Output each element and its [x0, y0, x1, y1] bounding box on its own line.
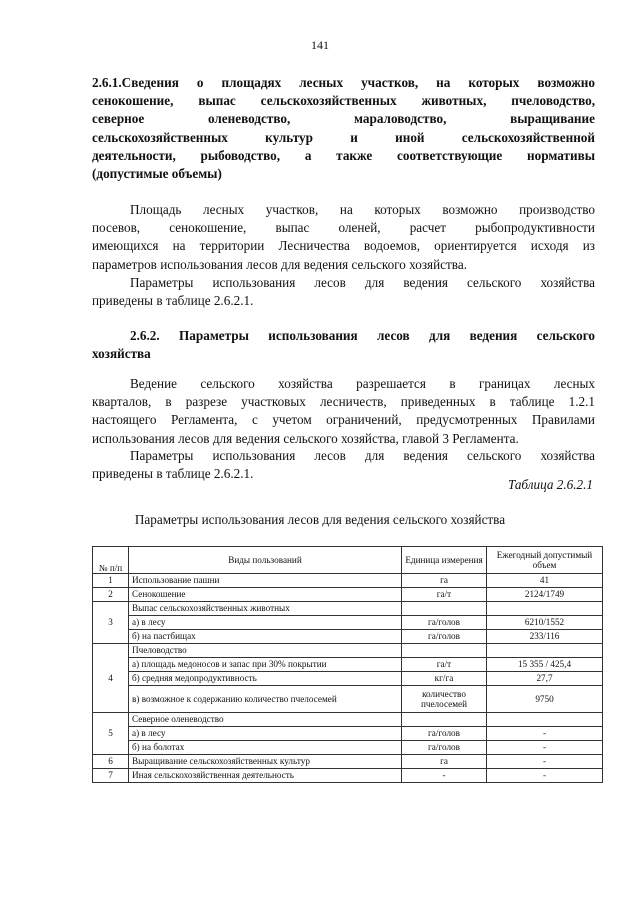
cell-unit: - [402, 769, 487, 783]
paragraph-line: Параметры использования лесов для ведения сельского хозяйства [130, 448, 595, 463]
paragraph-1 [92, 201, 595, 274]
cell-num: 6 [93, 755, 129, 769]
cell-unit-empty [402, 644, 487, 658]
heading-line: 2.6.2. Параметры использования лесов для ведения сельского [130, 328, 595, 343]
cell-volume: - [487, 741, 603, 755]
heading-line: деятельности, рыбоводство, а также соответствующие нормативы [92, 147, 595, 163]
table-row [93, 741, 603, 755]
cell-type: Использование пашни [129, 574, 402, 588]
cell-type: б) средняя медопродуктивность [129, 672, 402, 686]
cell-type-title: Пчеловодство [129, 644, 402, 658]
cell-unit: га/т [402, 588, 487, 602]
cell-type: Иная сельскохозяйственная деятельность [129, 769, 402, 783]
cell-type: Сенокошение [129, 588, 402, 602]
heading-line: сельскохозяйственных культур и иной сельскохозяйственной [92, 129, 595, 145]
table-row [93, 630, 603, 644]
table-row [93, 574, 603, 588]
cell-unit: га [402, 574, 487, 588]
cell-num: 1 [93, 574, 129, 588]
table-row [93, 658, 603, 672]
cell-unit: га/голов [402, 616, 487, 630]
cell-unit: кг/га [402, 672, 487, 686]
section-heading-2-6-1 [92, 74, 595, 183]
paragraph-line: параметров использования лесов для ведения сельского хозяйства. [92, 256, 467, 272]
table-row [93, 602, 603, 616]
cell-type: Выращивание сельскохозяйственных культур [129, 755, 402, 769]
cell-type: а) в лесу [129, 616, 402, 630]
cell-type: б) на пастбищах [129, 630, 402, 644]
cell-num: 2 [93, 588, 129, 602]
paragraph-line: приведены в таблице 2.6.2.1. [92, 466, 254, 482]
cell-type: б) на болотах [129, 741, 402, 755]
header-num: № п/п [93, 547, 129, 574]
header-volume: Ежегодный допустимый объем [487, 547, 603, 574]
cell-volume-empty [487, 644, 603, 658]
cell-unit: га/голов [402, 727, 487, 741]
table-row [93, 727, 603, 741]
table-row [93, 769, 603, 783]
cell-unit: га/голов [402, 630, 487, 644]
cell-unit-empty [402, 602, 487, 616]
cell-volume: 9750 [487, 686, 603, 713]
heading-line: (допустимые объемы) [92, 166, 222, 182]
cell-unit: количество пчелосемей [402, 686, 487, 713]
cell-num: 5 [93, 713, 129, 755]
table-row [93, 672, 603, 686]
cell-num: 7 [93, 769, 129, 783]
paragraph-line: посевов, сенокошение, выпас оленей, расчет рыбопродуктивности [92, 220, 595, 236]
cell-volume: 6210/1552 [487, 616, 603, 630]
cell-volume: - [487, 755, 603, 769]
parameters-table [92, 546, 603, 783]
paragraph-line: Ведение сельского хозяйства разрешается в границах лесных [130, 376, 595, 391]
paragraph-2 [92, 274, 595, 310]
table-row [93, 644, 603, 658]
table-row [93, 616, 603, 630]
table-row [93, 588, 603, 602]
heading-line: хозяйства [92, 346, 151, 362]
cell-type: а) в лесу [129, 727, 402, 741]
paragraph-3 [92, 375, 595, 448]
table-header-row [93, 547, 603, 574]
cell-unit: га/голов [402, 741, 487, 755]
paragraph-line: имеющихся на территории Лесничества водоемов, ориентируется исходя из [92, 238, 595, 254]
heading-line: 2.6.1.Сведения о площадях лесных участков, на которых возможно [92, 75, 595, 90]
table-title: Параметры использования лесов для ведения сельского хозяйства [134, 512, 506, 527]
cell-unit-empty [402, 713, 487, 727]
table-row [93, 686, 603, 713]
cell-volume: - [487, 727, 603, 741]
heading-line: северное оленеводство, мараловодство, выращивание [92, 111, 595, 127]
cell-volume: 2124/1749 [487, 588, 603, 602]
cell-unit: га [402, 755, 487, 769]
cell-volume: - [487, 769, 603, 783]
paragraph-line: Площадь лесных участков, на которых возможно производство [130, 202, 595, 217]
cell-volume-empty [487, 602, 603, 616]
paragraph-line: кварталов, в разрезе участковых лесничеств, приведенных в таблице 1.2.1 [92, 394, 595, 410]
paragraph-line: использования лесов для ведения сельского хозяйства, главой 3 Регламента. [92, 430, 519, 446]
cell-num: 3 [93, 602, 129, 644]
cell-unit: га/т [402, 658, 487, 672]
cell-type-title: Северное оленеводство [129, 713, 402, 727]
header-type: Виды пользований [129, 547, 402, 574]
table-caption: Таблица 2.6.2.1 [507, 477, 593, 492]
cell-volume: 27,7 [487, 672, 603, 686]
heading-line: сенокошение, выпас сельскохозяйственных животных, пчеловодство, [92, 93, 595, 109]
page-number: 141 [311, 38, 329, 52]
paragraph-line: приведены в таблице 2.6.2.1. [92, 293, 254, 309]
cell-type: а) площадь медоносов и запас при 30% покрытии [129, 658, 402, 672]
cell-volume: 41 [487, 574, 603, 588]
cell-type: в) возможное к содержанию количество пчелосемей [129, 686, 402, 713]
header-unit: Единица измерения [402, 547, 487, 574]
cell-volume: 233/116 [487, 630, 603, 644]
paragraph-line: настоящего Регламента, с учетом ограничений, предусмотренных Правилами [92, 412, 595, 428]
cell-volume-empty [487, 713, 603, 727]
cell-num: 4 [93, 644, 129, 713]
paragraph-line: Параметры использования лесов для ведения сельского хозяйства [130, 275, 595, 290]
table-row [93, 755, 603, 769]
section-heading-2-6-2 [92, 327, 595, 363]
cell-volume: 15 355 / 425,4 [487, 658, 603, 672]
table-row [93, 713, 603, 727]
cell-type-title: Выпас сельскохозяйственных животных [129, 602, 402, 616]
